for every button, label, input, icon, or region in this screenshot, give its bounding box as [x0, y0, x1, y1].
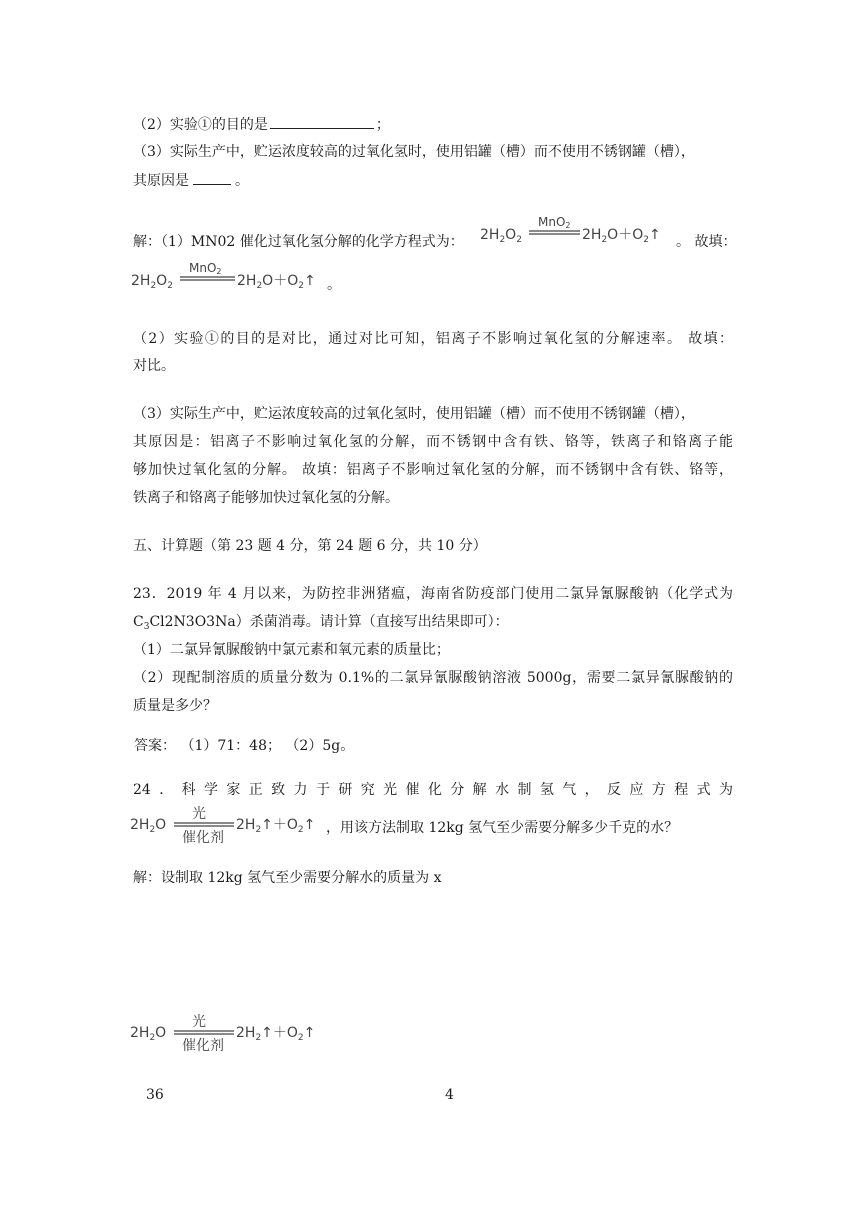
- question-23-line-1: [133, 584, 733, 604]
- question-24-line-1: [133, 780, 733, 800]
- svg-text:催化剂: 催化剂: [182, 1038, 224, 1054]
- svg-text:2H2↑＋O2↑: $2H_2↑+O_2↑$: [236, 817, 316, 835]
- answer-blank: [193, 170, 231, 185]
- equation-mno2-repeat: [131, 260, 331, 292]
- question-23-part-2-text-2: 质量是多少？: [133, 698, 217, 714]
- answer-2-text-1: （2）实验①的目的是对比，通过对比可知，铝离子不影响过氧化氢的分解速率。 故填：: [133, 331, 733, 347]
- formula-c: C: [133, 614, 144, 630]
- answer-23: [134, 736, 354, 756]
- answer-2-line-1: [133, 329, 733, 349]
- question-23-line-2: [133, 612, 509, 637]
- equation-photolysis: [130, 802, 322, 846]
- answer-2-line-2: [133, 356, 175, 376]
- question-3-end: 。: [235, 173, 249, 189]
- answer-1-fill-text: 。 故填：: [676, 234, 737, 250]
- question-24-line-2: [326, 818, 678, 838]
- question-2-end: ；: [375, 117, 390, 133]
- question-24-text-1: 24．科学家正致力于研究光催化分解水制氢气，反应方程式为: [133, 782, 733, 798]
- answer-3-line-3: [133, 460, 733, 480]
- answer-24-text: 解：设制取 12kg 氢气至少需要分解水的质量为 x: [133, 870, 442, 886]
- svg-text:2H2O＋O2↑: $2H_2O+O_2↑$: [237, 273, 316, 291]
- svg-text:2H2↑＋O2↑: $2H_2↑+O_2↑$: [236, 1025, 316, 1043]
- answer-3-text-4: 铁离子和铬离子能够加快过氧化氢的分解。: [133, 490, 399, 506]
- section-5-heading: [133, 536, 487, 556]
- answer-23-text: 答案： （1）71：48； （2）5g。: [134, 738, 355, 754]
- answer-blank: [270, 114, 374, 129]
- question-23-part-1: [133, 640, 450, 660]
- svg-text:MnO2: MnO2: [189, 261, 222, 276]
- answer-2-text-2: 对比。: [133, 358, 175, 374]
- equation-mno2: [480, 214, 672, 246]
- answer-3-line-2: [133, 432, 733, 452]
- svg-text:2H2O: $2H_2O$: [130, 1025, 167, 1043]
- question-23-part-1-text: （1）二氯异氰脲酸钠中氯元素和氧元素的质量比；: [133, 642, 450, 658]
- question-3-line-1: [133, 142, 695, 162]
- answer-1-fill-label: [676, 232, 736, 252]
- molar-mass-water: 36: [146, 1087, 164, 1103]
- svg-text:光: 光: [192, 806, 206, 822]
- formula-c-subscript: 3: [143, 622, 150, 632]
- answer-3-text-1: （3）实际生产中，贮运浓度较高的过氧化氢时，使用铝罐（槽）而不使用不锈钢罐（槽），: [133, 406, 695, 422]
- answer-1-end-text: 。: [327, 277, 341, 293]
- question-3-text-1: （3）实际生产中，贮运浓度较高的过氧化氢时，使用铝罐（槽）而不使用不锈钢罐（槽），: [133, 144, 695, 160]
- question-2-text: （2）实验①的目的是: [133, 117, 268, 133]
- question-2: [133, 114, 390, 135]
- question-23-part-2-line-2: [133, 696, 217, 716]
- svg-text:2H2O2: $2H_2O_2$: [131, 273, 173, 291]
- svg-text:2H2O2: $2H_2O_2$: [480, 227, 522, 245]
- svg-text:2H2O: $2H_2O$: [130, 817, 167, 835]
- answer-1-end: [327, 275, 341, 295]
- section-5-text: 五、计算题（第 23 题 4 分，第 24 题 6 分，共 10 分）: [133, 538, 487, 554]
- question-24-text-2: ，用该方法制取 12kg 氢气至少需要分解多少千克的水？: [326, 820, 679, 836]
- question-23-text-2: Cl2N3O3Na）杀菌消毒。请计算（直接写出结果即可）：: [149, 614, 509, 630]
- answer-24-setup: [133, 868, 442, 888]
- molar-mass-hydrogen: 4: [445, 1087, 454, 1103]
- svg-text:2H2O＋O2↑: $2H_2O+O_2↑$: [582, 227, 661, 245]
- question-23-part-2-line-1: [133, 668, 733, 688]
- answer-3-text-2: 其原因是：铝离子不影响过氧化氢的分解，而不锈钢中含有铁、铬等，铁离子和铬离子能: [133, 434, 733, 450]
- answer-3-line-4: [133, 488, 399, 508]
- svg-text:MnO2: MnO2: [538, 215, 571, 230]
- answer-1-line-1: [133, 232, 464, 252]
- equation-photolysis-repeat: [130, 1010, 322, 1054]
- question-3-line-2: [133, 170, 249, 191]
- answer-3-text-3: 够加快过氧化氢的分解。 故填：铝离子不影响过氧化氢的分解，而不锈钢中含有铁、铬等，: [133, 462, 733, 478]
- svg-text:催化剂: 催化剂: [182, 830, 224, 846]
- svg-text:光: 光: [192, 1014, 206, 1030]
- answer-3-line-1: [133, 404, 695, 424]
- question-3-text-2: 其原因是: [133, 173, 189, 189]
- question-23-part-2-text-1: （2）现配制溶质的质量分数为 0.1%的二氯异氰脲酸钠溶液 5000g，需要二氯异氰脲酸钠的: [133, 670, 733, 686]
- question-23-text-1: 23．2019 年 4 月以来，为防控非洲猪瘟，海南省防疫部门使用二氯异氰脲酸钠（化学式为: [133, 586, 733, 602]
- answer-1-text: 解：（1）MN02 催化过氧化氢分解的化学方程式为：: [133, 234, 464, 250]
